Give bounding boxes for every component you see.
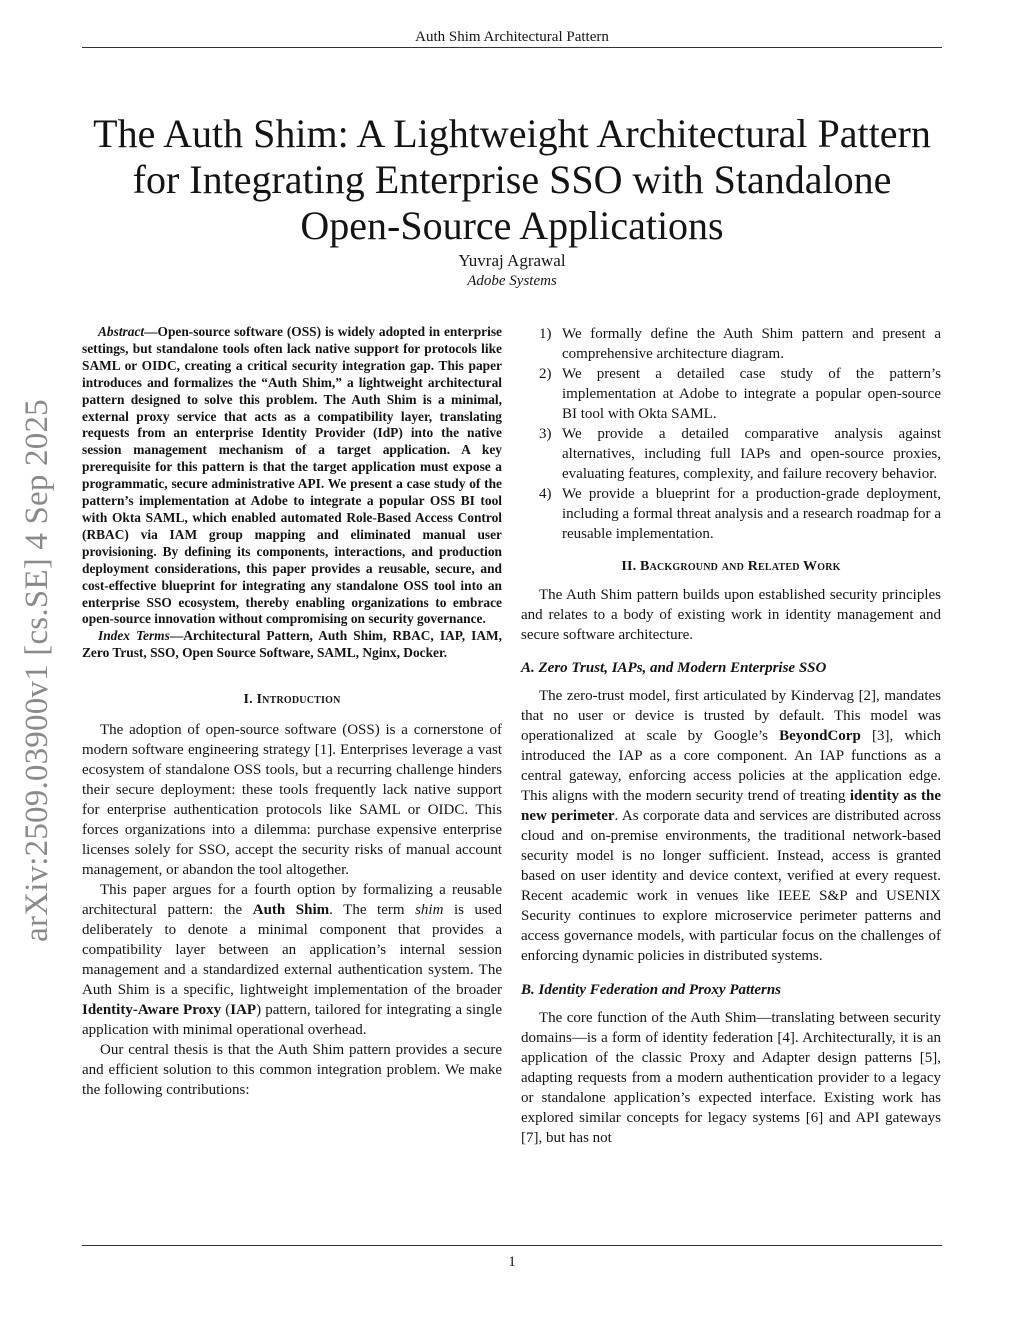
contributions-list — [521, 324, 941, 544]
term-shim: shim — [415, 902, 444, 919]
background-intro: The Auth Shim pattern builds upon established security principles and relates to a body of existing work in identity management and secure software architecture. — [521, 587, 941, 643]
list-item: 4) We provide a blueprint for a production-grade deployment, including a formal threat analysis and a research roadmap for a reusable implementation. — [539, 486, 941, 542]
term-auth-shim: Auth Shim — [252, 902, 330, 919]
index-terms: Index Terms—Architectural Pattern, Auth Shim, RBAC, IAP, IAM, Zero Trust, SSO, Open Source Software, SAML, Nginx, Docker. — [82, 628, 502, 661]
abstract: Abstract—Open-source software (OSS) is widely adopted in enterprise settings, but standalone tools often lack native support for protocols like SAML or OIDC, creating a critical security integration gap. This paper introduces and formalizes the “Auth Shim,” a lightweight architectural pattern designed to solve this problem. The Auth Shim is a minimal, external proxy service that acts as a compatibility layer, translating requests from an enterprise Identity Provider (IdP) into the native session management mechanism of a target application. A key prerequisite for this pattern is that the target application must expose a programmatic, secure administrative API. We present a case study of the pattern’s implementation at Adobe to integrate a popular OSS BI tool with Okta SAML, which enabled automated Role-Based Access Control (RBAC) via IAM group mapping and eliminated manual user provisioning. By defining its components, interactions, and production deployment considerations, this paper provides a reusable, secure, and cost-effective blueprint for integrating any standalone OSS tool into an enterprise SSO ecosystem, thereby enabling organizations to embrace open-source innovation without compromising on security governance. — [82, 324, 502, 627]
term-identity-aware-proxy: Identity-Aware Proxy — [82, 1002, 222, 1019]
subsection-heading-identity-federation: B. Identity Federation and Proxy Patterns — [521, 982, 782, 998]
section-heading-background: II. Background and Related Work — [621, 559, 841, 574]
page-number: 1 — [508, 1254, 516, 1270]
arxiv-stamp — [2, 370, 72, 970]
left-column — [82, 324, 502, 1100]
arxiv-id: arXiv:2509.03900v1 [cs.SE] 4 Sep 2025 — [18, 398, 55, 942]
term-identity-perimeter: identity as the new perimeter — [521, 788, 942, 824]
right-column — [521, 324, 941, 1148]
identity-federation-paragraph: The core function of the Auth Shim—translating between security domains—is a form of identity federation [4]. Architecturally, it is an application of the classic Proxy and Adapter design patterns [5], adapting requests from a modern authentication provider to a legacy or standalone application’s expected interface. Existing work has explored similar concepts for legacy systems [6] and API gateways [7], but has not — [521, 1010, 941, 1146]
term-iap: IAP — [230, 1002, 257, 1019]
index-terms-text: Architectural Pattern, Auth Shim, RBAC, IAP, IAM, Zero Trust, SSO, Open Source Software, SAML, Nginx, Docker. — [82, 628, 502, 661]
term-beyondcorp: BeyondCorp — [779, 728, 861, 744]
intro-paragraph-3: Our central thesis is that the Auth Shim pattern provides a secure and efficient solution to this common integration problem. We make the following contributions: — [82, 1042, 502, 1099]
running-head: Auth Shim Architectural Pattern — [415, 29, 609, 45]
intro-paragraph-2: This paper argues for a fourth option by formalizing a reusable architectural pattern: the Auth Shim. The term shim is used deliberately to denote a minimal component that provides a compatibility layer between an application’s internal session management and a standardized external authentication system. The Auth Shim is a specific, lightweight implementation of the broader Identity-Aware Proxy (IAP) pattern, tailored for integrating a single application with minimal operational overhead. — [82, 882, 503, 1039]
author-affiliation: Adobe Systems — [467, 273, 557, 289]
author-name: Yuvraj Agrawal — [458, 251, 566, 270]
abstract-label: Abstract — [98, 324, 145, 339]
zero-trust-paragraph: The zero-trust model, first articulated by Kindervag [2], mandates that no user or device is trusted by default. This model was operationalized at scale by Google’s BeyondCorp [3], which introduced the IAP as a core component. An IAP functions as a central gateway, enforcing access policies at the application edge. This aligns with the modern security trend of treating identity as the new perimeter. As corporate data and services are distributed across cloud and on-premise environments, the traditional network-based security model is no longer sufficient. Instead, access is granted based on user identity and device context, verified at every request. Recent academic work in venues like IEEE S&P and USENIX Security continues to explore microservice perimeter patterns and access governance models, with particular focus on the challenges of enforcing dynamic policies in distributed systems. — [521, 688, 942, 964]
index-terms-label: Index Terms — [98, 628, 170, 644]
paper-title: The Auth Shim: A Lightweight Architectural Pattern for Integrating Enterprise SSO with Standalone Open-Source Applications — [93, 110, 931, 248]
footer-rule — [82, 1245, 942, 1246]
intro-paragraph-1: The adoption of open-source software (OSS) is a cornerstone of modern software engineering strategy [1]. Enterprises leverage a vast ecosystem of standalone OSS tools, but a recurring challenge hinders their secure deployment: these tools frequently lack native support for enterprise authentication protocols like SAML or OIDC. This forces organizations into a dilemma: purchase expensive enterprise licenses solely for SSO, accept the security risks of manual account management, or abandon the tool altogether. — [82, 722, 502, 879]
abstract-text: Open-source software (OSS) is widely adopted in enterprise settings, but standalone tools often lack native support for protocols like SAML or OIDC, creating a critical security integration gap. This paper introduces and formalizes the “Auth Shim,” a lightweight architectural pattern designed to solve this problem. The Auth Shim is a minimal, external proxy service that acts as a compatibility layer, translating requests from an enterprise Identity Provider (IdP) into the native session management mechanism of a target application. A key prerequisite for this pattern is that the target application must expose a programmatic, secure administrative API. We present a case study of the pattern’s implementation at Adobe to integrate a popular OSS BI tool with Okta SAML, which enabled automated Role-Based Access Control (RBAC) via IAM group mapping and eliminated manual user provisioning. By defining its components, interactions, and production deployment considerations, this paper provides a reusable, secure, and cost-effective blueprint for integrating any standalone OSS tool into an enterprise SSO ecosystem, thereby enabling organizations to embrace open-source innovation without compromising on security governance. — [82, 324, 502, 627]
section-heading-introduction: I. Introduction — [243, 692, 341, 708]
list-item: 2) We present a detailed case study of the pattern’s implementation at Adobe to integrate a popular open-source BI tool with Okta SAML. — [539, 366, 941, 422]
list-item: 3) We provide a detailed comparative analysis against alternatives, including full IAPs and open-source proxies, evaluating features, complexity, and failure recovery behavior. — [539, 426, 941, 482]
header-rule — [82, 47, 942, 48]
subsection-heading-zero-trust: A. Zero Trust, IAPs, and Modern Enterprise SSO — [521, 660, 827, 676]
list-item: 1) We formally define the Auth Shim pattern and present a comprehensive architecture diagram. — [539, 326, 941, 362]
